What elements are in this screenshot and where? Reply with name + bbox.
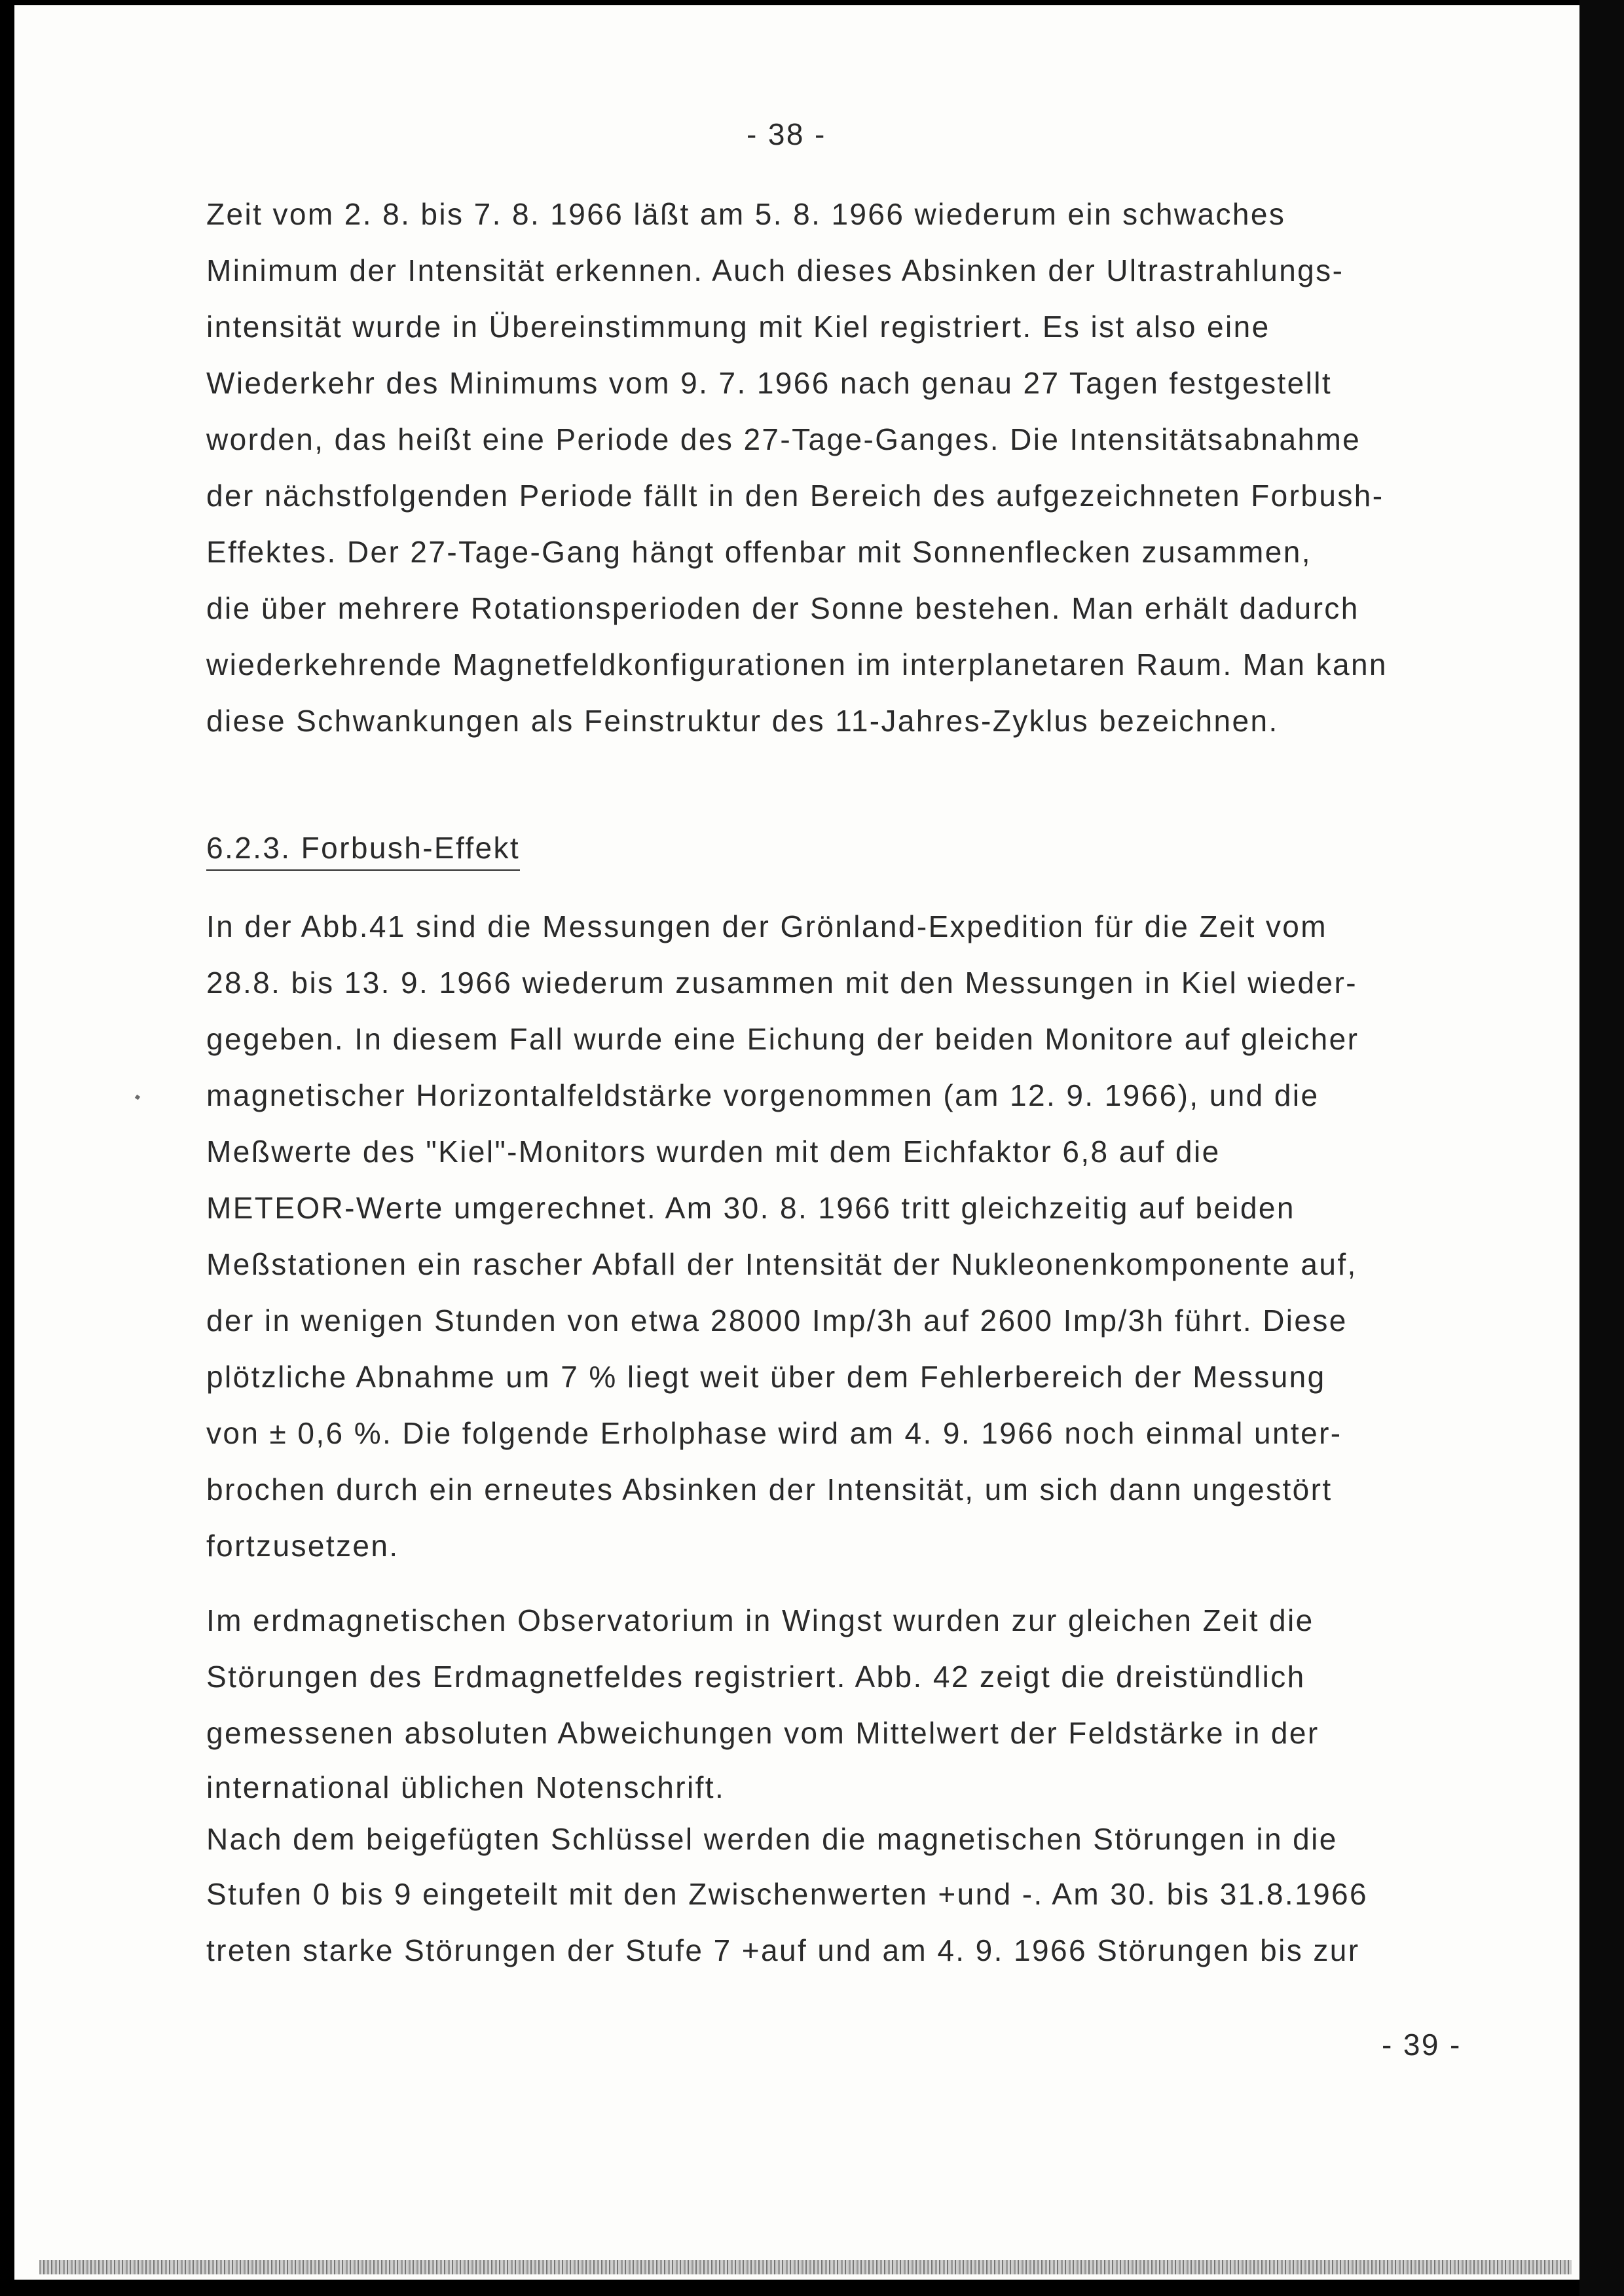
- paragraph-2-line: METEOR-Werte umgerechnet. Am 30. 8. 1966 tritt gleichzeitig auf beiden: [206, 1191, 1295, 1225]
- paragraph-3-line: Im erdmagnetischen Observatorium in Wingst wurden zur gleichen Zeit die: [206, 1603, 1314, 1637]
- paragraph-1-line: Effektes. Der 27-Tage-Gang hängt offenbar mit Sonnenflecken zusammen,: [206, 535, 1312, 569]
- paragraph-1-line: diese Schwankungen als Feinstruktur des 11-Jahres-Zyklus bezeichnen.: [206, 704, 1279, 738]
- paragraph-2-line: Meßstationen ein rascher Abfall der Intensität der Nukleonenkomponente auf,: [206, 1247, 1357, 1281]
- paragraph-4-line: treten starke Störungen der Stufe 7 +auf und am 4. 9. 1966 Störungen bis zur: [206, 1933, 1360, 1967]
- paragraph-2-line: gegeben. In diesem Fall wurde eine Eichung der beiden Monitore auf gleicher: [206, 1022, 1359, 1056]
- paragraph-1-line: intensität wurde in Übereinstimmung mit Kiel registriert. Es ist also eine: [206, 310, 1270, 344]
- paragraph-2-line: 28.8. bis 13. 9. 1966 wiederum zusammen mit den Messungen in Kiel wieder-: [206, 966, 1357, 1000]
- page-number-top: - 38 -: [747, 117, 826, 151]
- paragraph-2-line: der in wenigen Stunden von etwa 28000 Imp/3h auf 2600 Imp/3h führt. Diese: [206, 1303, 1348, 1338]
- paragraph-2-line: fortzusetzen.: [206, 1529, 399, 1563]
- paragraph-3-line: gemessenen absoluten Abweichungen vom Mittelwert der Feldstärke in der: [206, 1716, 1320, 1750]
- paragraph-1-line: wiederkehrende Magnetfeldkonfigurationen im interplanetaren Raum. Man kann: [206, 647, 1388, 682]
- paragraph-3-line: international üblichen Notenschrift.: [206, 1770, 726, 1804]
- paragraph-1-line: Zeit vom 2. 8. bis 7. 8. 1966 läßt am 5. 8. 1966 wiederum ein schwaches: [206, 197, 1286, 231]
- scan-border: [1579, 0, 1624, 2296]
- paragraph-1-line: worden, das heißt eine Periode des 27-Tage-Ganges. Die Intensitätsabnahme: [206, 422, 1361, 456]
- paragraph-1-line: Minimum der Intensität erkennen. Auch dieses Absinken der Ultrastrahlungs-: [206, 253, 1344, 287]
- scan-noise-strip: [39, 2260, 1572, 2274]
- section-heading: 6.2.3. Forbush-Effekt: [206, 830, 520, 871]
- paragraph-2-line: In der Abb.41 sind die Messungen der Grönland-Expedition für die Zeit vom: [206, 909, 1327, 943]
- paragraph-2-line: plötzliche Abnahme um 7 % liegt weit über dem Fehlerbereich der Messung: [206, 1360, 1326, 1394]
- paragraph-2-line: magnetischer Horizontalfeldstärke vorgenommen (am 12. 9. 1966), und die: [206, 1078, 1320, 1112]
- paragraph-4-line: Nach dem beigefügten Schlüssel werden die magnetischen Störungen in die: [206, 1822, 1338, 1856]
- paragraph-1-line: der nächstfolgenden Periode fällt in den Bereich des aufgezeichneten Forbush-: [206, 479, 1384, 513]
- paragraph-1-line: die über mehrere Rotationsperioden der Sonne bestehen. Man erhält dadurch: [206, 591, 1359, 625]
- paragraph-4-line: Stufen 0 bis 9 eingeteilt mit den Zwischenwerten +und -. Am 30. bis 31.8.1966: [206, 1877, 1369, 1911]
- paragraph-2-line: Meßwerte des "Kiel"-Monitors wurden mit dem Eichfaktor 6,8 auf die: [206, 1135, 1221, 1169]
- paragraph-2-line: brochen durch ein erneutes Absinken der Intensität, um sich dann ungestört: [206, 1472, 1333, 1506]
- paragraph-2-line: von ± 0,6 %. Die folgende Erholphase wird am 4. 9. 1966 noch einmal unter-: [206, 1416, 1342, 1450]
- paragraph-3-line: Störungen des Erdmagnetfeldes registriert. Abb. 42 zeigt die dreistündlich: [206, 1660, 1306, 1694]
- paragraph-1-line: Wiederkehr des Minimums vom 9. 7. 1966 nach genau 27 Tagen festgestellt: [206, 366, 1333, 400]
- page-number-bottom: - 39 -: [1382, 2028, 1462, 2062]
